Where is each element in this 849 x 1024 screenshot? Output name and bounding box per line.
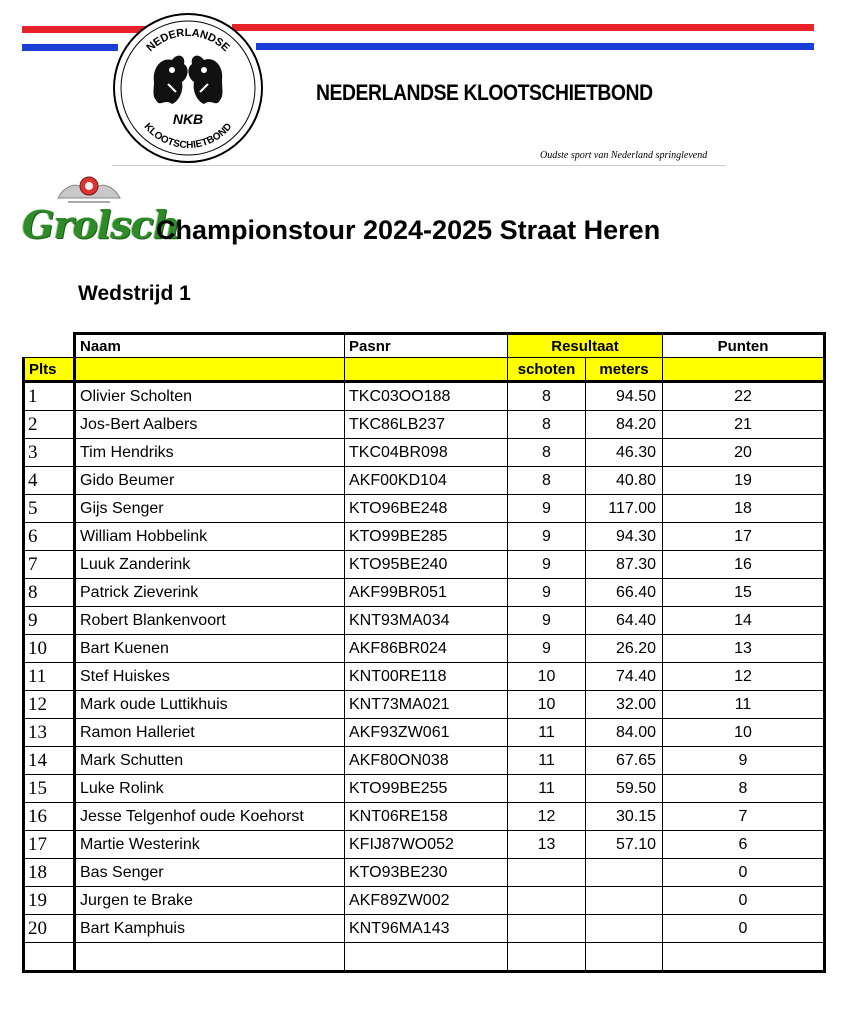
cell-punten: 8 <box>663 775 825 803</box>
cell-plts: 4 <box>24 467 75 495</box>
cell-schoten: 9 <box>508 607 586 635</box>
cell-schoten: 9 <box>508 579 586 607</box>
cell-meters: 57.10 <box>586 831 663 859</box>
cell-punten: 15 <box>663 579 825 607</box>
cell-plts: 1 <box>24 382 75 411</box>
cell-meters: 84.00 <box>586 719 663 747</box>
results-table <box>22 332 826 973</box>
table-row <box>24 691 825 719</box>
cell-naam: William Hobbelink <box>75 523 345 551</box>
col-header-pasnr-sub <box>345 358 508 382</box>
cell-plts: 14 <box>24 747 75 775</box>
cell-punten: 22 <box>663 382 825 411</box>
col-header-punten-sub <box>663 358 825 382</box>
cell-punten: 7 <box>663 803 825 831</box>
cell-plts <box>24 943 75 972</box>
cell-schoten: 13 <box>508 831 586 859</box>
cell-punten: 10 <box>663 719 825 747</box>
cell-pasnr: KTO93BE230 <box>345 859 508 887</box>
header-row-2 <box>24 358 825 382</box>
table-row <box>24 775 825 803</box>
cell-meters: 46.30 <box>586 439 663 467</box>
cell-pasnr: KNT73MA021 <box>345 691 508 719</box>
cell-meters: 32.00 <box>586 691 663 719</box>
cell-naam: Olivier Scholten <box>75 382 345 411</box>
cell-plts: 19 <box>24 887 75 915</box>
logo-center-text: NKB <box>172 111 204 127</box>
cell-punten: 0 <box>663 859 825 887</box>
cell-plts: 13 <box>24 719 75 747</box>
cell-schoten <box>508 915 586 943</box>
table-row <box>24 467 825 495</box>
cell-meters: 87.30 <box>586 551 663 579</box>
cell-plts: 16 <box>24 803 75 831</box>
cell-plts: 15 <box>24 775 75 803</box>
cell-meters: 26.20 <box>586 635 663 663</box>
cell-naam: Stef Huiskes <box>75 663 345 691</box>
flag-stripe-blue-left <box>22 44 118 51</box>
cell-plts: 3 <box>24 439 75 467</box>
cell-punten <box>663 943 825 972</box>
table-row <box>24 887 825 915</box>
table-row <box>24 803 825 831</box>
cell-pasnr: KNT96MA143 <box>345 915 508 943</box>
cell-punten: 11 <box>663 691 825 719</box>
cell-plts: 5 <box>24 495 75 523</box>
org-name: NEDERLANDSE KLOOTSCHIETBOND <box>316 80 653 105</box>
cell-punten: 17 <box>663 523 825 551</box>
col-header-plts: Plts <box>24 358 75 382</box>
cell-meters: 67.65 <box>586 747 663 775</box>
cell-plts: 2 <box>24 411 75 439</box>
table-row <box>24 579 825 607</box>
cell-naam: Martie Westerink <box>75 831 345 859</box>
col-header-resultaat: Resultaat <box>508 334 663 358</box>
cell-pasnr: AKF93ZW061 <box>345 719 508 747</box>
cell-meters: 94.50 <box>586 382 663 411</box>
cell-pasnr: AKF80ON038 <box>345 747 508 775</box>
flag-stripe-red-right <box>232 24 814 31</box>
cell-meters: 84.20 <box>586 411 663 439</box>
table-row <box>24 439 825 467</box>
cell-meters: 94.30 <box>586 523 663 551</box>
cell-meters: 117.00 <box>586 495 663 523</box>
cell-schoten: 9 <box>508 495 586 523</box>
cell-naam: Jesse Telgenhof oude Koehorst <box>75 803 345 831</box>
cell-plts: 10 <box>24 635 75 663</box>
cell-schoten: 11 <box>508 719 586 747</box>
cell-plts: 7 <box>24 551 75 579</box>
cell-punten: 19 <box>663 467 825 495</box>
cell-plts: 8 <box>24 579 75 607</box>
cell-naam: Robert Blankenvoort <box>75 607 345 635</box>
cell-schoten <box>508 859 586 887</box>
cell-pasnr: KNT06RE158 <box>345 803 508 831</box>
page-title: Championstour 2024-2025 Straat Heren <box>156 215 661 245</box>
cell-schoten: 8 <box>508 411 586 439</box>
cell-meters <box>586 943 663 972</box>
cell-plts: 20 <box>24 915 75 943</box>
cell-punten: 16 <box>663 551 825 579</box>
tagline: Oudste sport van Nederland springlevend <box>540 150 708 161</box>
col-header-pasnr: Pasnr <box>345 334 508 358</box>
table-row <box>24 382 825 411</box>
flag-stripe-blue-right <box>256 43 814 50</box>
nkb-logo <box>112 12 264 164</box>
cell-pasnr: AKF00KD104 <box>345 467 508 495</box>
cell-naam: Bart Kuenen <box>75 635 345 663</box>
cell-naam: Patrick Zieverink <box>75 579 345 607</box>
logo-top-text: NEDERLANDSE <box>144 27 232 55</box>
cell-pasnr: TKC86LB237 <box>345 411 508 439</box>
cell-punten: 14 <box>663 607 825 635</box>
cell-pasnr: AKF89ZW002 <box>345 887 508 915</box>
table-row <box>24 915 825 943</box>
cell-naam: Ramon Halleriet <box>75 719 345 747</box>
cell-schoten: 9 <box>508 635 586 663</box>
cell-naam: Gido Beumer <box>75 467 345 495</box>
cell-naam <box>75 943 345 972</box>
cell-naam: Mark oude Luttikhuis <box>75 691 345 719</box>
cell-meters: 59.50 <box>586 775 663 803</box>
table-row <box>24 551 825 579</box>
cell-plts: 18 <box>24 859 75 887</box>
table-row <box>24 635 825 663</box>
table-row <box>24 859 825 887</box>
col-header-schoten: schoten <box>508 358 586 382</box>
cell-punten: 21 <box>663 411 825 439</box>
col-header-meters: meters <box>586 358 663 382</box>
cell-punten: 13 <box>663 635 825 663</box>
cell-meters <box>586 915 663 943</box>
cell-pasnr: KTO99BE255 <box>345 775 508 803</box>
cell-schoten: 11 <box>508 747 586 775</box>
cell-schoten: 12 <box>508 803 586 831</box>
table-row <box>24 607 825 635</box>
cell-punten: 6 <box>663 831 825 859</box>
cell-schoten <box>508 943 586 972</box>
cell-pasnr: KTO95BE240 <box>345 551 508 579</box>
cell-pasnr <box>345 943 508 972</box>
table-row <box>24 943 825 972</box>
cell-naam: Bas Senger <box>75 859 345 887</box>
cell-naam: Jos-Bert Aalbers <box>75 411 345 439</box>
table-row <box>24 411 825 439</box>
col-header-naam-sub <box>75 358 345 382</box>
col-header-punten: Punten <box>663 334 825 358</box>
cell-schoten: 11 <box>508 775 586 803</box>
cell-pasnr: TKC03OO188 <box>345 382 508 411</box>
grolsch-logo: Grolsch <box>22 202 180 247</box>
table-row <box>24 831 825 859</box>
cell-schoten: 10 <box>508 691 586 719</box>
cell-plts: 17 <box>24 831 75 859</box>
cell-pasnr: KFIJ87WO052 <box>345 831 508 859</box>
cell-meters <box>586 887 663 915</box>
cell-naam: Luke Rolink <box>75 775 345 803</box>
cell-schoten: 9 <box>508 551 586 579</box>
cell-pasnr: KNT00RE118 <box>345 663 508 691</box>
cell-schoten: 10 <box>508 663 586 691</box>
cell-naam: Tim Hendriks <box>75 439 345 467</box>
match-subtitle: Wedstrijd 1 <box>78 282 191 305</box>
cell-schoten: 8 <box>508 382 586 411</box>
cell-naam: Luuk Zanderink <box>75 551 345 579</box>
cell-pasnr: AKF99BR051 <box>345 579 508 607</box>
header-divider <box>112 165 726 166</box>
cell-plts: 9 <box>24 607 75 635</box>
cell-meters: 30.15 <box>586 803 663 831</box>
cell-meters <box>586 859 663 887</box>
cell-schoten <box>508 887 586 915</box>
cell-punten: 12 <box>663 663 825 691</box>
cell-punten: 20 <box>663 439 825 467</box>
cell-meters: 40.80 <box>586 467 663 495</box>
cell-pasnr: KTO99BE285 <box>345 523 508 551</box>
cell-meters: 74.40 <box>586 663 663 691</box>
cell-punten: 0 <box>663 915 825 943</box>
cell-meters: 64.40 <box>586 607 663 635</box>
cell-punten: 0 <box>663 887 825 915</box>
table-row <box>24 719 825 747</box>
col-header-naam: Naam <box>75 334 345 358</box>
cell-naam: Jurgen te Brake <box>75 887 345 915</box>
cell-plts: 12 <box>24 691 75 719</box>
logo-bottom-text: KLOOTSCHIETBOND <box>141 121 235 152</box>
table-row <box>24 495 825 523</box>
cell-plts: 6 <box>24 523 75 551</box>
table-row <box>24 663 825 691</box>
cell-plts: 11 <box>24 663 75 691</box>
header-row-1 <box>24 334 825 358</box>
cell-punten: 18 <box>663 495 825 523</box>
table-row <box>24 523 825 551</box>
cell-pasnr: TKC04BR098 <box>345 439 508 467</box>
cell-meters: 66.40 <box>586 579 663 607</box>
cell-schoten: 8 <box>508 467 586 495</box>
cell-schoten: 8 <box>508 439 586 467</box>
cell-punten: 9 <box>663 747 825 775</box>
cell-pasnr: KNT93MA034 <box>345 607 508 635</box>
cell-pasnr: KTO96BE248 <box>345 495 508 523</box>
table-row <box>24 747 825 775</box>
cell-naam: Gijs Senger <box>75 495 345 523</box>
cell-schoten: 9 <box>508 523 586 551</box>
cell-naam: Bart Kamphuis <box>75 915 345 943</box>
cell-naam: Mark Schutten <box>75 747 345 775</box>
cell-pasnr: AKF86BR024 <box>345 635 508 663</box>
